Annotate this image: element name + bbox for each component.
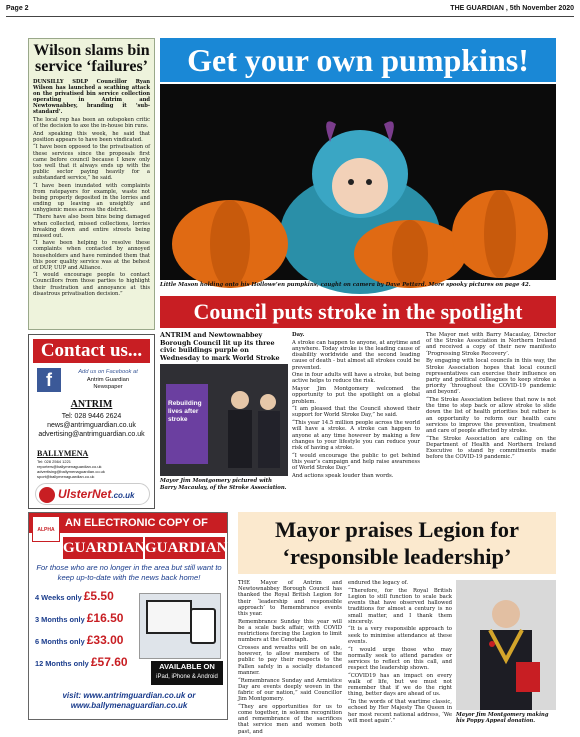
legion-column-2 — [348, 580, 452, 724]
price-label: 3 Months only — [35, 615, 87, 624]
wilson-paragraph: And speaking this week, he said that position appears to have been vindicated. — [33, 130, 150, 143]
legion-paragraph: “Therefore, for the Royal British Legion to still function to scale back events that have observed hallowed traditions for almost a century is no small matter, and I thank them sincerely. — [348, 587, 452, 625]
antrim-tel: Tel: 028 9446 2624 — [61, 413, 122, 420]
page-header — [0, 0, 580, 18]
ballymena-contact-details — [37, 459, 152, 479]
ballymena-sport-email[interactable]: sport@ballymenaguardian.co.uk — [37, 474, 95, 479]
legion-caption: Mayor Jim Montgomery making his Poppy Appeal donation. — [456, 712, 549, 725]
stroke-column-2 — [426, 332, 556, 502]
header-rule — [6, 16, 574, 17]
stroke-paragraph: “I would encourage the public to get behind this year’s campaign and help raise awareness of World Stroke Day.” — [292, 452, 420, 472]
platforms-label: iPad, iPhone & Android — [156, 674, 218, 680]
ballymena-news-email[interactable]: reporters@ballymenaguardian.co.uk — [37, 464, 102, 469]
price-label: 12 Months only — [35, 659, 91, 668]
legion-paragraph: Remembrance Sunday this year will be a scale back affair, with COVID restrictions forcing the Legion to limit numbers at the Cenotaph. — [238, 618, 342, 644]
available-label: AVAILABLE ON — [159, 662, 215, 671]
available-badge — [151, 661, 223, 685]
legion-headline: Mayor praises Legion for ‘responsible leadership’ — [238, 512, 556, 574]
mayor-photo-illustration — [456, 580, 556, 710]
facebook-icon[interactable]: f — [37, 368, 61, 392]
stroke-paragraph: “The Stroke Association are calling on the Department of Health and Northern Ireland Executive to stand by commitments made before the COVID-19 pandemic.” — [426, 435, 556, 461]
wilson-paragraph: “I have been inundated with complaints from ratepayers for example, waste not being properly deposited in the lorries and ending up leaving an unsightly and unhygienic mess across the district. — [33, 182, 150, 213]
stroke-paragraph: A stroke can happen to anyone, at anytime and anywhere. Today stroke is the leading cause of disability worldwide and the second leading cause of death - but almost all strokes could be prevented. — [292, 339, 420, 371]
page-number: Page 2 — [6, 5, 29, 12]
stroke-paragraph: “The Stroke Association believe that now is not the time to step back or allow stroke to slide down the list of health priorities but rather is an opportunity to reform our health care services to improve the prevention, treatment and care of people affected by stroke. — [426, 397, 556, 435]
facebook-line: Newspaper — [93, 384, 123, 390]
ulsternet-word: UlsterNet — [58, 487, 112, 501]
facebook-line: Add us on Facebook at — [78, 369, 138, 375]
wilson-paragraph: “I would encourage people to contact Councillors from those parties to highlight their frustration and annoyance at this disastrous privatisation decision.” — [33, 272, 150, 297]
subscription-ad — [28, 512, 228, 720]
antrim-adv-email[interactable]: advertising@antrimguardian.co.uk — [38, 431, 145, 438]
antrim-guardian-masthead: GUARDIAN — [63, 537, 143, 559]
ballymena-adv-email[interactable]: advertising@ballymenaguardian.co.uk — [37, 469, 105, 474]
ulsternet-tld: .co.uk — [111, 491, 135, 500]
stroke-photo — [160, 364, 288, 476]
ulsternet-name — [58, 487, 134, 501]
alpha-logo: ALPHA — [32, 516, 60, 542]
antrim-news-email[interactable]: news@antrimguardian.co.uk — [47, 422, 136, 429]
wilson-paragraph: “I have been helping to resolve these complaints when contacted by annoyed householders and have reminded them that this poor quality service was at the behest of DUP, UUP and Alliance. — [33, 240, 150, 271]
ballymena-guardian-masthead: GUARDIAN — [145, 537, 225, 559]
legion-paragraph: Crosses and wreaths will be on sale, however, to allow members of the public to pay their respects to the Fallen safely in a socially distanced manner. — [238, 645, 342, 676]
stroke-paragraph: By engaging with local councils in this way, the Stroke Association hopes that local council representatives can exercise their influence on party and political colleagues to keep stroke a priority ‘throughout the COVID-19 pandemic and beyond’. — [426, 358, 556, 396]
price-amount: £5.50 — [83, 589, 114, 603]
price-amount: £57.60 — [90, 655, 128, 669]
subscription-intro: For those who are no longer in the area but still want to keep up-to-date with the news back home! — [36, 563, 222, 582]
legion-paragraph: “I would urge those who may normally seek to attend parades or services to reflect on this call, and respect the leadership shown. — [348, 646, 452, 672]
price-amount: £16.50 — [86, 611, 124, 625]
price-row — [35, 611, 123, 625]
stroke-column-1 — [292, 332, 420, 502]
subscription-title: AN ELECTRONIC COPY OF — [29, 513, 227, 533]
contact-box — [28, 334, 155, 509]
wilson-headline: Wilson slams bin service ‘failures’ — [33, 42, 150, 75]
tablet-icon — [190, 608, 216, 644]
legion-paragraph: “Remembrance Sunday and Armistice Day are events deeply woven in the fabric of our nation,” said Councillor Jim Montgomery. — [238, 677, 342, 703]
wilson-paragraph: The local rep has been an outspoken critic of the decision to axe the in-house bin runs. — [33, 117, 150, 130]
contact-title: Contact us... — [33, 339, 150, 363]
stroke-paragraph: Mayor Jim Montgomery welcomed the opportunity to put the spotlight on a global problem. — [292, 386, 420, 405]
facebook-line: Antrim Guardian — [86, 376, 130, 383]
price-row — [35, 589, 114, 603]
legion-paragraph: “It is a very responsible approach to seek to minimise attendance at these events. — [348, 626, 452, 645]
stroke-paragraph: “I am pleased that the Council showed their support for World Stroke Day,” he said. — [292, 406, 420, 419]
pumpkin-baby-photo — [160, 84, 556, 280]
wilson-paragraph: “There have also been bins being damaged when collected, missed collections, lorries breaking down and entire streets being missed out. — [33, 214, 150, 239]
price-row — [35, 633, 123, 647]
legion-paragraph: “COVID19 has an impact on every walk of life, but we must not remember that if we do the right thing, better days are ahead of us. — [348, 672, 452, 698]
laptop-icon — [146, 600, 192, 634]
stroke-paragraph: The Mayor met with Barry Macaulay, Director of the Stroke Association in Northern Ireland and received a copy of their new manifesto ‘Progressing Stroke Recovery’. — [426, 332, 556, 357]
stroke-paragraph: One in four adults will have a stroke, but being active helps to reduce the risk. — [292, 372, 420, 385]
ballymena-guardian-logo: BALLYMENA — [37, 449, 89, 458]
pumpkins-headline: Get your own pumpkins! — [160, 38, 556, 82]
ballymena-tel: Tel: 028 2564 1221 — [37, 459, 72, 464]
price-amount: £33.00 — [86, 633, 124, 647]
wilson-paragraph: DUNSILLY SDLP Councillor Ryan Wilson has launched a scathing attack on the privatised bin service collection operating in Antrim and Newtownabbey, branding it ‘sub-standard’. — [33, 79, 150, 116]
pumpkins-caption: Little Mason holding onto his Hollowe’en pumpkins, caught on camera by Dave Pettard. More spooky pictures on page 42. — [160, 282, 531, 288]
price-row — [35, 655, 128, 669]
mayor-poppy-photo — [456, 580, 556, 710]
stroke-lead-paragraph: ANTRIM and Newtownabbey Borough Council lit up its three civic buildings purple on Wednesday to mark World Stroke — [160, 331, 280, 362]
pumpkin-photo-illustration — [160, 84, 556, 280]
stroke-headline: Council puts stroke in the spotlight — [160, 296, 556, 328]
subscription-websites[interactable]: visit: www.antrimguardian.co.uk or www.ballymenaguardian.co.uk — [62, 691, 196, 710]
wilson-paragraph: “I have been opposed to the privatisation of these services since the proposals first came before council because I knew only too well that it always ends up with the public sector paying heavily for a substandard service,” he said. — [33, 144, 150, 181]
stroke-paragraph: And actions speak louder than words. — [292, 472, 394, 479]
legion-paragraph: “They are opportunities for us to come together, in solemn recognition and remembrance of the sacrifices that service men and women both past, and — [238, 703, 342, 735]
ulsternet-icon — [39, 487, 55, 503]
devices-illustration — [139, 593, 221, 659]
legion-paragraph: endured the legacy of. — [348, 580, 409, 586]
stroke-paragraph: “This year 14.5 million people across the world will have a stroke. A stroke can happen to anyone at any time however by making a few changes to your lifestyle you can reduce your risk of having a stroke. — [292, 420, 420, 451]
facebook-text — [65, 369, 151, 392]
ulsternet-banner[interactable] — [35, 483, 150, 505]
stroke-paragraph: Day. — [292, 332, 305, 338]
stroke-banner-text: Rebuilding lives after stroke — [168, 400, 202, 423]
price-label: 4 Weeks only — [35, 593, 84, 602]
wilson-story — [28, 38, 155, 330]
legion-paragraph: THE Mayor of Antrim and Newtownabbey Borough Council has thanked the Royal British Legion for their ‘leadership and responsible approach’ to Remembrance events this year. — [238, 580, 342, 618]
stroke-caption: Mayor Jim Montgomery pictured with Barry Macaulay, of the Stroke Association. — [160, 478, 287, 491]
antrim-guardian-logo: ANTRIM — [70, 399, 113, 410]
legion-paragraph: “In the words of that wartime classic, echoed by Her Majesty The Queen in her most recent national address, ‘We will meet again’.” — [348, 699, 452, 724]
antrim-contact-details — [29, 412, 154, 439]
legion-column-1 — [238, 580, 342, 735]
price-label: 6 Months only — [35, 637, 87, 646]
masthead-date: THE GUARDIAN , 5th November 2020 — [450, 5, 574, 12]
